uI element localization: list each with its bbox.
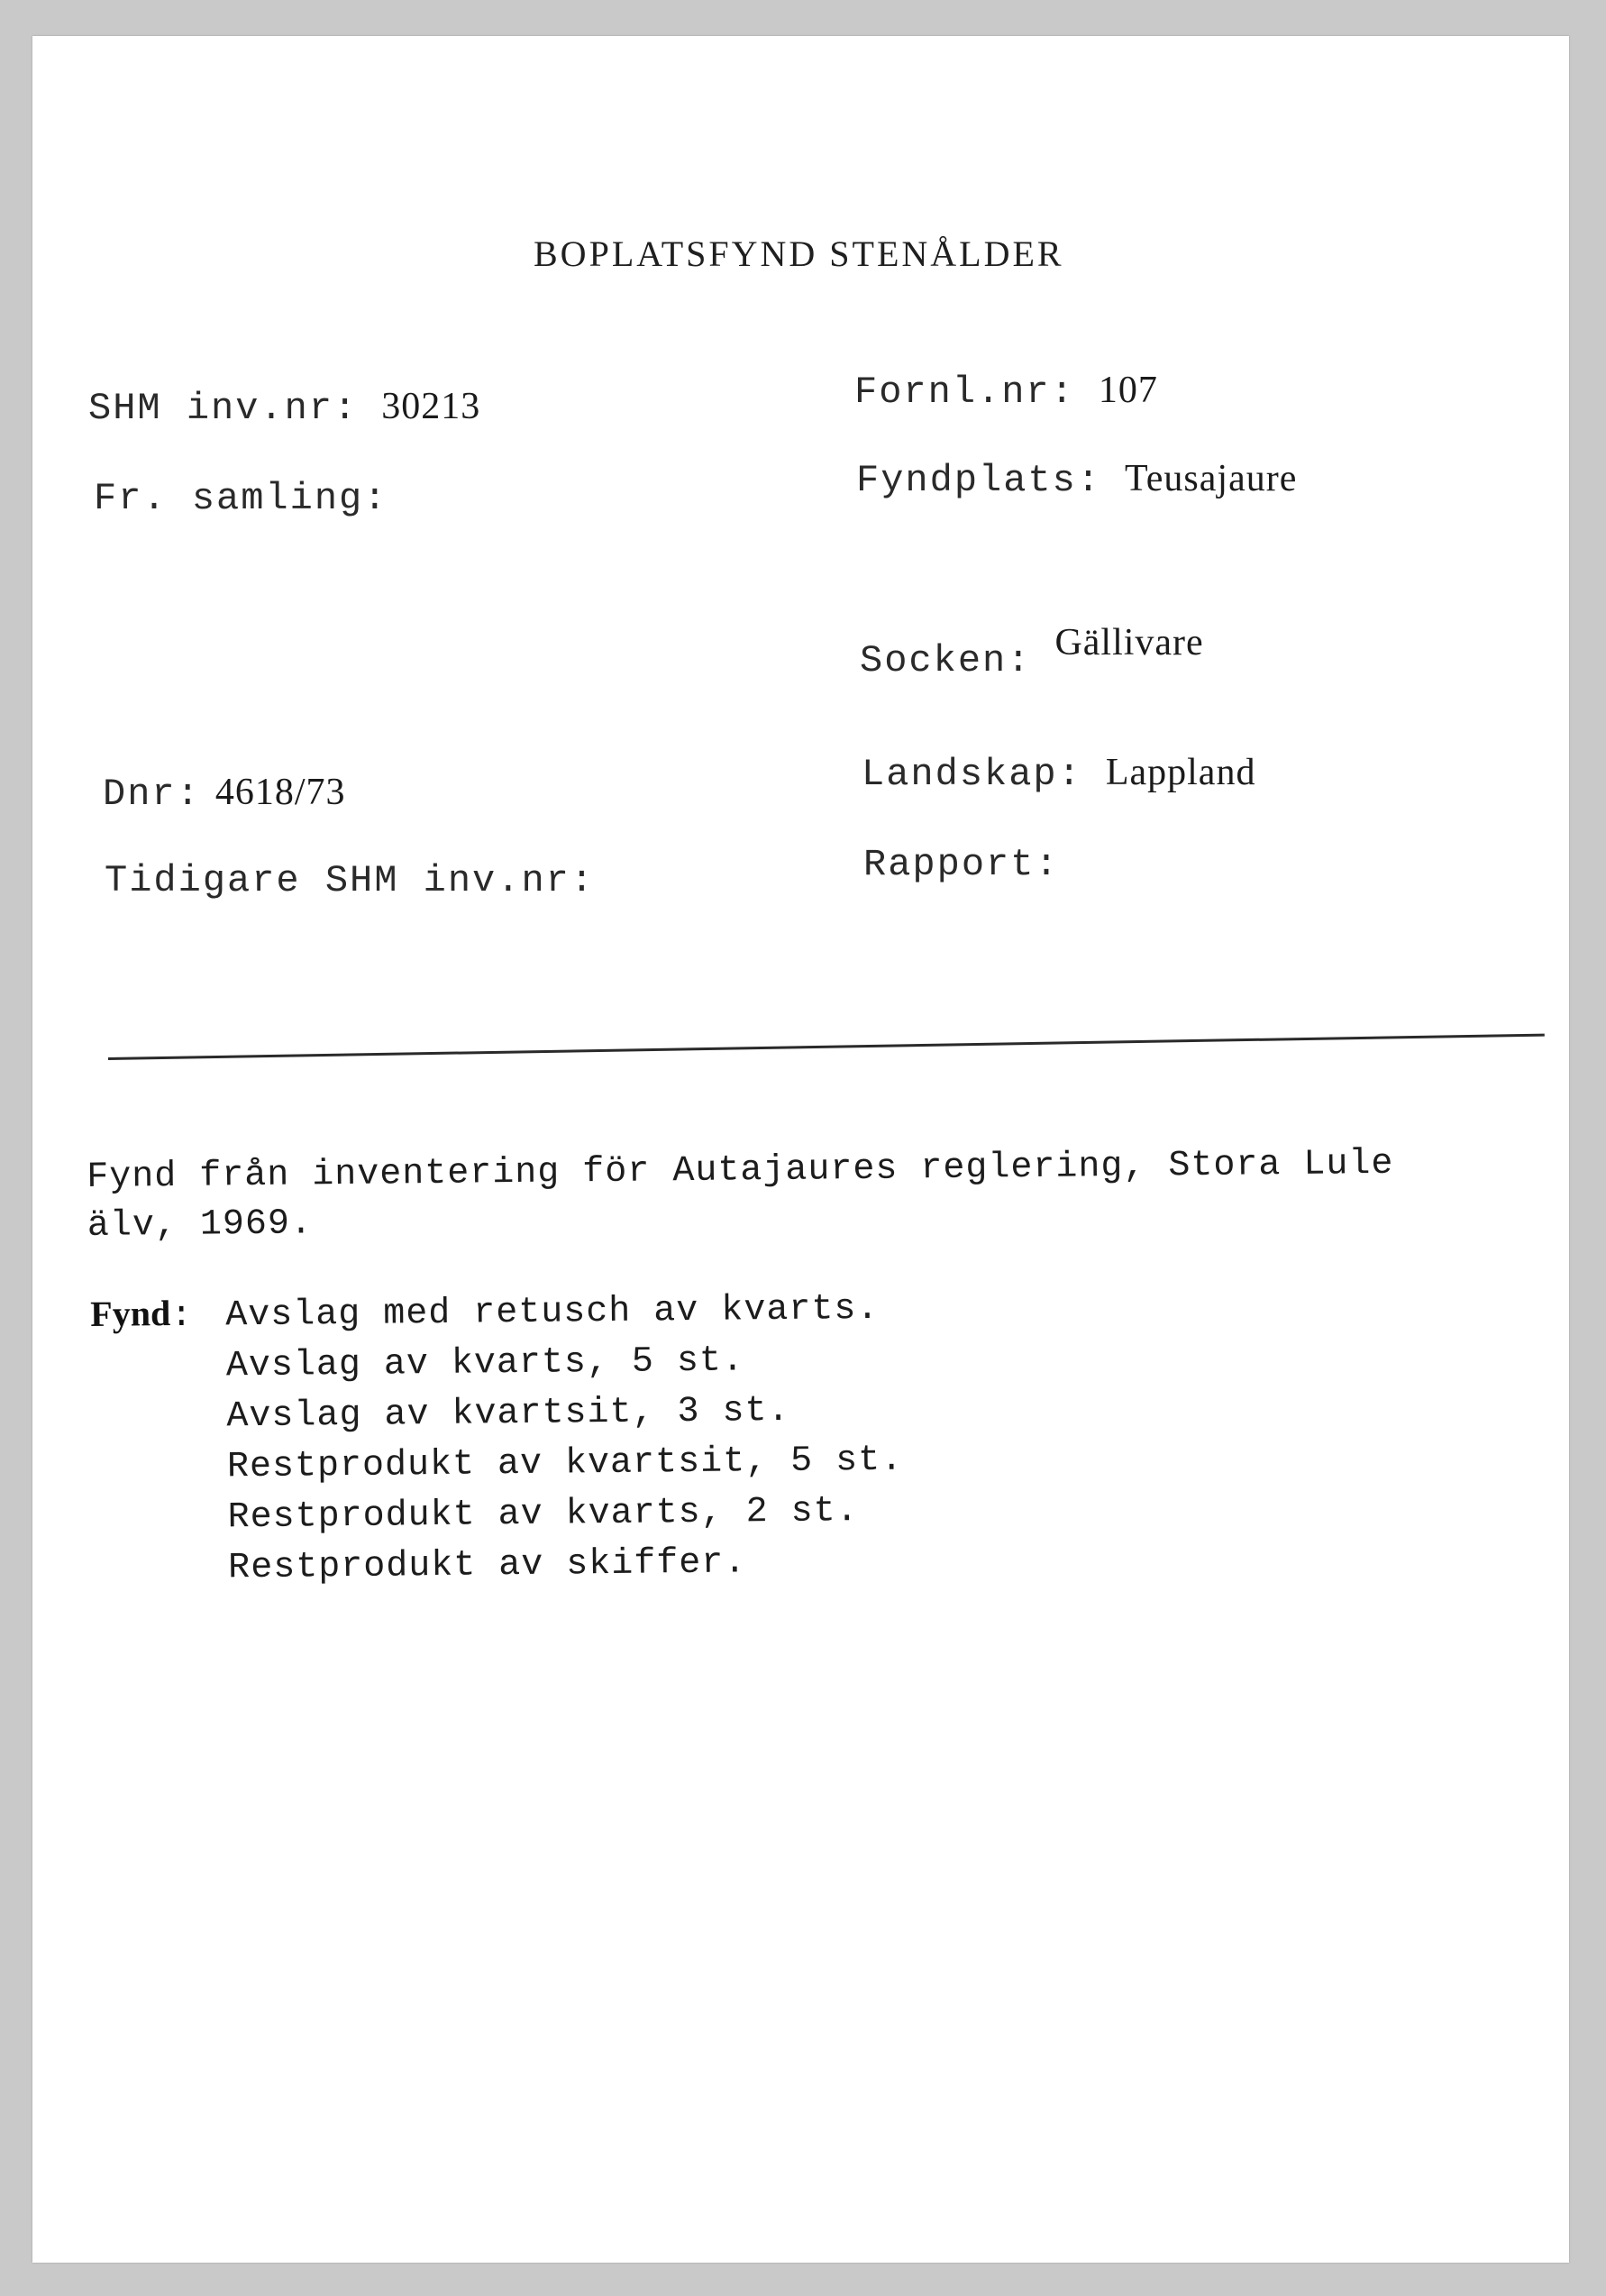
field-label: Landskap:	[862, 753, 1082, 796]
field-label: Fyndplats:	[856, 459, 1102, 502]
finds-list	[225, 1285, 905, 1595]
list-item: Avslag med retusch av kvarts.	[225, 1288, 880, 1337]
field-fornl-nr	[854, 370, 1158, 414]
field-fyndplats	[856, 458, 1298, 502]
finds-label: Fynd	[90, 1293, 171, 1334]
card-title: BOPLATSFYND STENÅLDER	[534, 233, 1064, 274]
list-item: Restprodukt av skiffer.	[227, 1542, 747, 1589]
field-landskap	[862, 752, 1256, 796]
field-fr-samling	[94, 477, 411, 520]
field-label: Tidigare SHM inv.nr:	[105, 859, 596, 902]
list-item: Restprodukt av kvarts, 2 st.	[227, 1491, 859, 1539]
field-socken	[860, 622, 1204, 682]
field-rapport	[863, 843, 1083, 886]
field-label: Fr. samling:	[94, 477, 388, 520]
field-label: Fornl.nr:	[854, 370, 1075, 414]
finds-heading	[90, 1292, 192, 1338]
field-label: SHM inv.nr:	[88, 387, 359, 430]
field-shm-inv-nr	[88, 386, 481, 430]
description-text: Fynd från inventering för Autajaures reglering, Stora Lule älv, 1969.	[87, 1143, 1417, 1247]
field-value: 107	[1098, 370, 1158, 411]
field-dnr	[103, 772, 346, 816]
finds-colon: :	[169, 1295, 193, 1338]
list-item: Avslag av kvartsit, 3 st.	[226, 1390, 790, 1438]
list-item: Avslag av kvarts, 5 st.	[225, 1340, 745, 1387]
field-value: Gällivare	[1054, 622, 1204, 663]
field-value: Teusajaure	[1125, 458, 1298, 499]
divider-line	[108, 1034, 1545, 1060]
field-value: 4618/73	[214, 772, 346, 813]
field-tidigare-shm-inv-nr	[105, 860, 618, 900]
field-value: Lappland	[1105, 752, 1256, 793]
field-value: 30213	[381, 386, 481, 427]
list-item: Restprodukt av kvartsit, 5 st.	[226, 1440, 904, 1488]
field-label: Rapport:	[863, 843, 1060, 886]
field-label: Socken:	[860, 639, 1032, 682]
field-label: Dnr:	[103, 773, 201, 816]
index-card	[32, 36, 1569, 2263]
